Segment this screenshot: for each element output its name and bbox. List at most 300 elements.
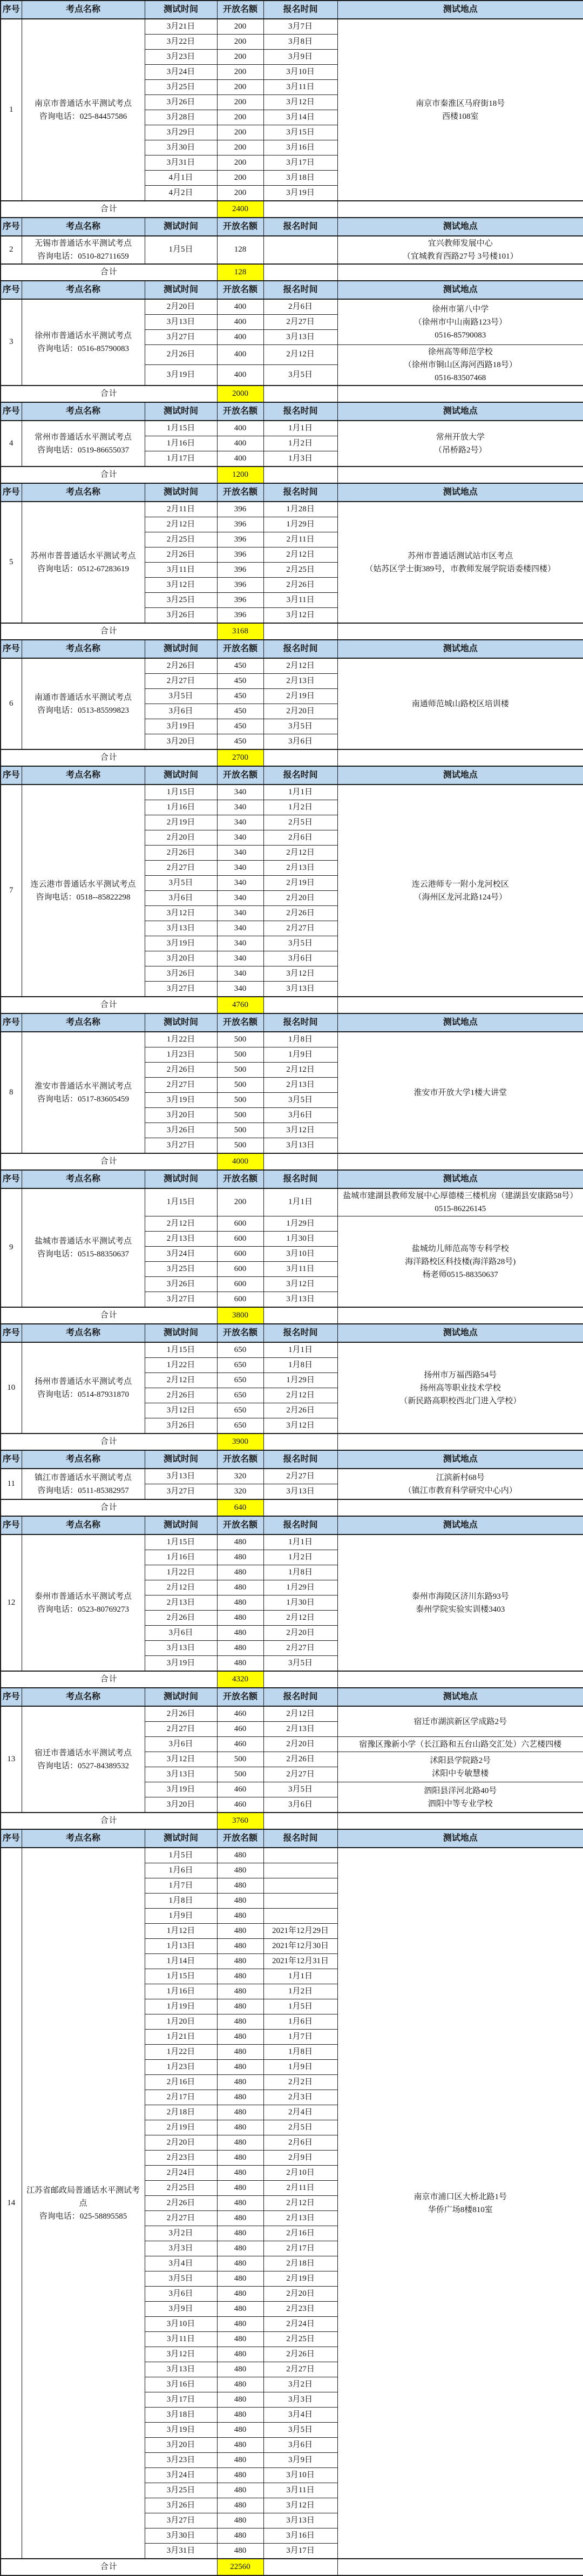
quota: 500 (217, 1108, 263, 1123)
reg-date: 2月12日 (263, 547, 337, 563)
test-location-line: 0515-86226145 (435, 1205, 486, 1213)
quota: 320 (217, 1484, 263, 1500)
reg-date: 2月3日 (263, 2090, 337, 2105)
quota: 200 (217, 35, 263, 50)
reg-date: 2月13日 (263, 2211, 337, 2226)
center-name-line: 扬州市普通话水平测试考点 (34, 1377, 132, 1386)
reg-date: 3月13日 (263, 1484, 337, 1500)
reg-date: 2月11日 (263, 532, 337, 547)
test-location (337, 345, 583, 386)
reg-date: 2021年12月30日 (263, 1939, 337, 1954)
section-index: 14 (1, 1848, 22, 2559)
reg-date: 1月6日 (263, 2014, 337, 2030)
center-name-line: 咨询电话：0515-88350637 (37, 1250, 129, 1259)
center-name-line: 咨询电话：0516-85790083 (37, 344, 129, 353)
column-header: 测试时间 (145, 1013, 217, 1032)
reg-date: 1月8日 (263, 2045, 337, 2060)
total-quota: 3900 (217, 1434, 263, 1450)
total-empty-loc (337, 749, 583, 766)
reg-date: 3月6日 (263, 951, 337, 966)
total-row (1, 466, 583, 483)
quota: 500 (217, 1752, 263, 1767)
quota: 600 (217, 1216, 263, 1232)
test-date: 2月26日 (145, 547, 217, 563)
reg-date: 3月5日 (263, 1782, 337, 1797)
reg-date: 2月25日 (263, 563, 337, 578)
total-quota: 2000 (217, 386, 263, 402)
reg-date: 1月8日 (263, 1565, 337, 1580)
column-header: 报名时间 (263, 281, 337, 299)
test-location-line: 泰州市海陵区济川东路93号 (411, 1592, 509, 1601)
quota: 450 (217, 689, 263, 704)
test-date: 3月20日 (145, 1797, 217, 1813)
quota: 650 (217, 1388, 263, 1403)
reg-date: 3月15日 (263, 125, 337, 140)
test-date: 2月19日 (145, 815, 217, 830)
reg-date: 2021年12月29日 (263, 1924, 337, 1939)
center-name-line: 泰州市普通话水平测试考点 (34, 1592, 132, 1601)
total-row (1, 623, 583, 640)
column-header: 考点名称 (22, 402, 145, 421)
total-row (1, 2559, 583, 2575)
quota: 480 (217, 2256, 263, 2271)
total-quota: 640 (217, 1499, 263, 1516)
test-date: 3月29日 (145, 125, 217, 140)
reg-date: 3月9日 (263, 50, 337, 65)
reg-date: 3月18日 (263, 171, 337, 186)
reg-date: 3月16日 (263, 140, 337, 155)
center-name (22, 1848, 145, 2559)
column-header: 测试时间 (145, 1170, 217, 1188)
reg-date: 3月6日 (263, 734, 337, 750)
test-location (337, 1737, 583, 1752)
test-date: 1月22日 (145, 1565, 217, 1580)
quota: 480 (217, 2030, 263, 2045)
test-location-line: 徐州高等师范学校 (428, 348, 493, 356)
column-header: 测试地点 (337, 1013, 583, 1032)
total-quota: 3168 (217, 623, 263, 640)
reg-date: 1月9日 (263, 2060, 337, 2075)
column-header: 序号 (1, 1829, 22, 1848)
reg-date: 1月28日 (263, 502, 337, 517)
section-index: 4 (1, 421, 22, 466)
reg-date: 1月2日 (263, 800, 337, 815)
column-header: 考点名称 (22, 640, 145, 658)
test-date: 1月14日 (145, 1954, 217, 1969)
test-location (337, 1188, 583, 1216)
test-location-line: 徐州市第八中学 (432, 305, 489, 314)
test-date: 3月27日 (145, 2513, 217, 2528)
quota: 396 (217, 593, 263, 608)
section-header-row (1, 1013, 583, 1032)
quota: 400 (217, 365, 263, 386)
total-quota: 128 (217, 264, 263, 281)
total-empty-reg (263, 1499, 337, 1516)
test-location-line: 华侨广场8楼810室 (428, 2205, 493, 2214)
reg-date: 3月6日 (263, 1797, 337, 1813)
quota: 480 (217, 2544, 263, 2559)
column-header: 测试地点 (337, 640, 583, 658)
column-header: 考点名称 (22, 1013, 145, 1032)
column-header: 测试时间 (145, 402, 217, 421)
column-header: 报名时间 (263, 1688, 337, 1706)
column-header: 开放名额 (217, 402, 263, 421)
schedule-row (1, 658, 583, 674)
quota: 480 (217, 2120, 263, 2135)
test-date: 3月20日 (145, 1108, 217, 1123)
reg-date: 2月26日 (263, 1752, 337, 1767)
reg-date: 1月1日 (263, 421, 337, 436)
reg-date: 2月13日 (263, 674, 337, 689)
column-header: 序号 (1, 1450, 22, 1469)
test-location (337, 658, 583, 749)
test-date: 3月6日 (145, 891, 217, 906)
reg-date: 3月12日 (263, 95, 337, 110)
quota: 480 (217, 1611, 263, 1626)
total-row (1, 386, 583, 402)
column-header: 序号 (1, 1688, 22, 1706)
column-header: 序号 (1, 640, 22, 658)
reg-date: 1月29日 (263, 517, 337, 532)
quota: 340 (217, 966, 263, 982)
quota: 340 (217, 846, 263, 861)
quota: 480 (217, 2498, 263, 2513)
reg-date: 3月12日 (263, 1277, 337, 1292)
reg-date: 3月5日 (263, 719, 337, 734)
schedule-row (1, 19, 583, 35)
test-date: 2月11日 (145, 502, 217, 517)
test-date: 3月23日 (145, 2453, 217, 2468)
quota: 480 (217, 2453, 263, 2468)
test-date: 3月20日 (145, 734, 217, 750)
test-location (337, 1216, 583, 1308)
column-header: 开放名额 (217, 1, 263, 19)
test-location-line: 泗阳县洋河北路40号 (424, 1786, 497, 1795)
test-date: 3月27日 (145, 982, 217, 997)
test-date: 2月13日 (145, 1232, 217, 1247)
column-header: 序号 (1, 1170, 22, 1188)
test-location-line: 宜兴教师发展中心 (428, 239, 493, 248)
total-label: 合计 (1, 1499, 217, 1516)
total-empty-reg (263, 1307, 337, 1324)
reg-date: 2月6日 (263, 830, 337, 846)
center-name (22, 502, 145, 623)
quota: 500 (217, 1078, 263, 1093)
reg-date: 2月9日 (263, 2151, 337, 2166)
column-header: 开放名额 (217, 281, 263, 299)
quota: 500 (217, 1138, 263, 1154)
column-header: 测试时间 (145, 1450, 217, 1469)
test-location-line: （宜城教育西路27号 3号楼101） (402, 252, 518, 261)
column-header: 考点名称 (22, 1, 145, 19)
reg-date: 3月10日 (263, 65, 337, 80)
center-name-line: 江苏省邮政局普通话水平测试考点 (26, 2186, 140, 2208)
reg-date (263, 1878, 337, 1894)
column-header: 测试时间 (145, 1324, 217, 1342)
center-name (22, 785, 145, 997)
quota: 650 (217, 1358, 263, 1373)
reg-date: 3月5日 (263, 1656, 337, 1672)
column-header: 报名时间 (263, 483, 337, 502)
schedule-row (1, 1032, 583, 1047)
test-location (337, 502, 583, 623)
test-date: 3月10日 (145, 2317, 217, 2332)
test-date: 3月27日 (145, 1292, 217, 1308)
total-empty-loc (337, 264, 583, 281)
reg-date: 2月5日 (263, 815, 337, 830)
test-date: 3月26日 (145, 1418, 217, 1434)
schedule-row (1, 421, 583, 436)
test-date: 1月21日 (145, 2030, 217, 2045)
column-header: 考点名称 (22, 1324, 145, 1342)
quota: 480 (217, 2135, 263, 2151)
test-location (337, 1342, 583, 1434)
test-date: 3月12日 (145, 1403, 217, 1418)
test-date: 2月19日 (145, 2120, 217, 2135)
total-empty-loc (337, 2559, 583, 2575)
test-date: 1月23日 (145, 1047, 217, 1063)
quota: 480 (217, 2347, 263, 2362)
reg-date: 2月27日 (263, 1767, 337, 1782)
total-empty-loc (337, 1153, 583, 1170)
quota: 450 (217, 658, 263, 674)
test-location-line: 沭阳县学院路2号 (430, 1756, 491, 1765)
quota: 480 (217, 2211, 263, 2226)
column-header: 序号 (1, 1516, 22, 1534)
center-name-line: 咨询电话：0519-86655037 (37, 445, 129, 455)
test-date: 2月25日 (145, 2181, 217, 2196)
column-header: 报名时间 (263, 1170, 337, 1188)
quota: 200 (217, 19, 263, 35)
reg-date: 3月12日 (263, 1418, 337, 1434)
test-location-line: 海洋路校区科技楼(海洋路28号) (405, 1257, 516, 1266)
quota: 400 (217, 315, 263, 330)
reg-date: 3月11日 (263, 80, 337, 95)
quota: 500 (217, 1093, 263, 1108)
center-name (22, 658, 145, 749)
column-header: 测试地点 (337, 483, 583, 502)
test-date: 1月20日 (145, 2014, 217, 2030)
quota: 396 (217, 578, 263, 593)
quota: 200 (217, 155, 263, 171)
center-name-line: 咨询电话：025-84457586 (39, 112, 127, 121)
quota: 200 (217, 186, 263, 201)
test-date: 3月5日 (145, 2271, 217, 2287)
test-date: 3月13日 (145, 1767, 217, 1782)
quota: 400 (217, 299, 263, 315)
quota: 200 (217, 171, 263, 186)
test-date: 3月11日 (145, 563, 217, 578)
column-header: 开放名额 (217, 218, 263, 236)
quota: 340 (217, 936, 263, 951)
quota: 500 (217, 1123, 263, 1138)
column-header: 报名时间 (263, 1324, 337, 1342)
reg-date: 2月27日 (263, 921, 337, 936)
section-header-row (1, 1170, 583, 1188)
test-location (337, 785, 583, 997)
quota: 460 (217, 1797, 263, 1813)
test-date: 3月12日 (145, 2347, 217, 2362)
section-index: 3 (1, 299, 22, 386)
test-date: 2月26日 (145, 1706, 217, 1722)
reg-date: 1月30日 (263, 1232, 337, 1247)
reg-date: 2月5日 (263, 2120, 337, 2135)
test-location (337, 421, 583, 466)
reg-date: 1月7日 (263, 2030, 337, 2045)
test-date: 2月26日 (145, 1063, 217, 1078)
quota: 500 (217, 1047, 263, 1063)
test-date: 2月27日 (145, 1078, 217, 1093)
total-quota: 4320 (217, 1671, 263, 1688)
test-date: 3月13日 (145, 1641, 217, 1656)
test-location-line: 南京市浦口区大桥北路1号 (413, 2192, 507, 2201)
quota: 400 (217, 330, 263, 345)
reg-date: 2月6日 (263, 2135, 337, 2151)
total-quota: 1200 (217, 466, 263, 483)
total-row (1, 201, 583, 218)
test-date: 3月19日 (145, 719, 217, 734)
quota: 450 (217, 719, 263, 734)
test-date: 3月19日 (145, 1093, 217, 1108)
column-header: 考点名称 (22, 483, 145, 502)
column-header: 序号 (1, 218, 22, 236)
test-date: 3月13日 (145, 2362, 217, 2377)
test-location-line: 宿迁市湖滨新区学成路2号 (413, 1717, 507, 1726)
column-header: 报名时间 (263, 402, 337, 421)
schedule-row (1, 236, 583, 264)
test-location-line: （姑苏区学士街389号，市教师发展学院语委楼四楼） (365, 564, 555, 573)
column-header: 考点名称 (22, 1450, 145, 1469)
reg-date: 1月29日 (263, 1580, 337, 1595)
quota: 340 (217, 982, 263, 997)
column-header: 报名时间 (263, 1013, 337, 1032)
quota: 460 (217, 1737, 263, 1752)
reg-date: 3月10日 (263, 2468, 337, 2483)
reg-date: 3月9日 (263, 2453, 337, 2468)
total-row (1, 1434, 583, 1450)
reg-date: 2月26日 (263, 906, 337, 921)
test-date: 2月16日 (145, 2075, 217, 2090)
test-date: 2月26日 (145, 2196, 217, 2211)
total-quota: 4000 (217, 1153, 263, 1170)
quota: 340 (217, 906, 263, 921)
test-location-line: （徐州市中山南路123号） (413, 317, 507, 327)
reg-date (263, 1863, 337, 1878)
test-date: 1月23日 (145, 2060, 217, 2075)
test-location (337, 299, 583, 345)
quota: 480 (217, 2045, 263, 2060)
test-date: 1月15日 (145, 1969, 217, 1984)
quota: 480 (217, 2151, 263, 2166)
test-date: 3月27日 (145, 1138, 217, 1154)
reg-date: 3月13日 (263, 330, 337, 345)
reg-date: 2月27日 (263, 2362, 337, 2377)
quota: 396 (217, 532, 263, 547)
test-date: 3月6日 (145, 1626, 217, 1641)
quota: 480 (217, 2513, 263, 2528)
total-row (1, 997, 583, 1013)
reg-date: 2月25日 (263, 2332, 337, 2347)
quota: 480 (217, 2075, 263, 2090)
reg-date: 3月11日 (263, 2483, 337, 2498)
column-header: 开放名额 (217, 1450, 263, 1469)
total-quota: 3800 (217, 1307, 263, 1324)
quota: 500 (217, 1767, 263, 1782)
center-name-line: 咨询电话：0510-82711659 (37, 252, 129, 261)
test-location-line: （新民路高职校西北门进入学校） (399, 1396, 521, 1405)
test-date: 4月1日 (145, 171, 217, 186)
schedule-row (1, 1706, 583, 1722)
total-empty-reg (263, 2559, 337, 2575)
reg-date: 2月26日 (263, 1403, 337, 1418)
quota: 480 (217, 2287, 263, 2302)
quota: 500 (217, 1032, 263, 1047)
quota: 480 (217, 2226, 263, 2241)
test-date: 2月24日 (145, 2166, 217, 2181)
total-empty-loc (337, 1434, 583, 1450)
test-date: 1月5日 (145, 236, 217, 264)
reg-date: 1月3日 (263, 451, 337, 467)
test-date: 3月26日 (145, 1277, 217, 1292)
center-name-line: 连云港市普通话水平测试考点 (30, 880, 136, 889)
reg-date: 2月12日 (263, 658, 337, 674)
total-label: 合计 (1, 201, 217, 218)
column-header: 序号 (1, 402, 22, 421)
test-date: 2月27日 (145, 1722, 217, 1737)
quota: 480 (217, 1999, 263, 2014)
test-date: 1月15日 (145, 785, 217, 800)
reg-date: 1月30日 (263, 1595, 337, 1611)
quota: 480 (217, 1894, 263, 1909)
reg-date: 2月18日 (263, 2256, 337, 2271)
test-location-line: 淮安市开放大学1楼大讲堂 (413, 1088, 507, 1097)
total-label: 合计 (1, 749, 217, 766)
reg-date: 3月16日 (263, 2528, 337, 2544)
quota: 650 (217, 1403, 263, 1418)
test-date: 3月24日 (145, 65, 217, 80)
schedule-row (1, 1534, 583, 1550)
test-date: 3月5日 (145, 876, 217, 891)
reg-date: 2月26日 (263, 2347, 337, 2362)
total-label: 合计 (1, 1153, 217, 1170)
test-location (337, 1848, 583, 2559)
quota: 340 (217, 921, 263, 936)
quota: 200 (217, 95, 263, 110)
reg-date: 1月9日 (263, 1047, 337, 1063)
reg-date (263, 1848, 337, 1863)
column-header: 测试地点 (337, 1170, 583, 1188)
quota: 480 (217, 2181, 263, 2196)
column-header: 测试时间 (145, 766, 217, 785)
test-location-line: 南京市秦淮区马府街18号 (416, 99, 505, 108)
test-date: 3月5日 (145, 689, 217, 704)
test-location (337, 236, 583, 264)
total-quota: 2700 (217, 749, 263, 766)
test-date: 2月18日 (145, 2105, 217, 2120)
reg-date: 3月13日 (263, 2513, 337, 2528)
reg-date: 2月12日 (263, 1706, 337, 1722)
quota: 340 (217, 830, 263, 846)
total-empty-reg (263, 201, 337, 218)
total-empty-loc (337, 1671, 583, 1688)
column-header: 开放名额 (217, 1829, 263, 1848)
quota: 480 (217, 2271, 263, 2287)
test-date: 3月26日 (145, 966, 217, 982)
test-date: 3月12日 (145, 906, 217, 921)
test-date: 3月12日 (145, 1752, 217, 1767)
reg-date: 2月27日 (263, 315, 337, 330)
quota: 480 (217, 2408, 263, 2423)
